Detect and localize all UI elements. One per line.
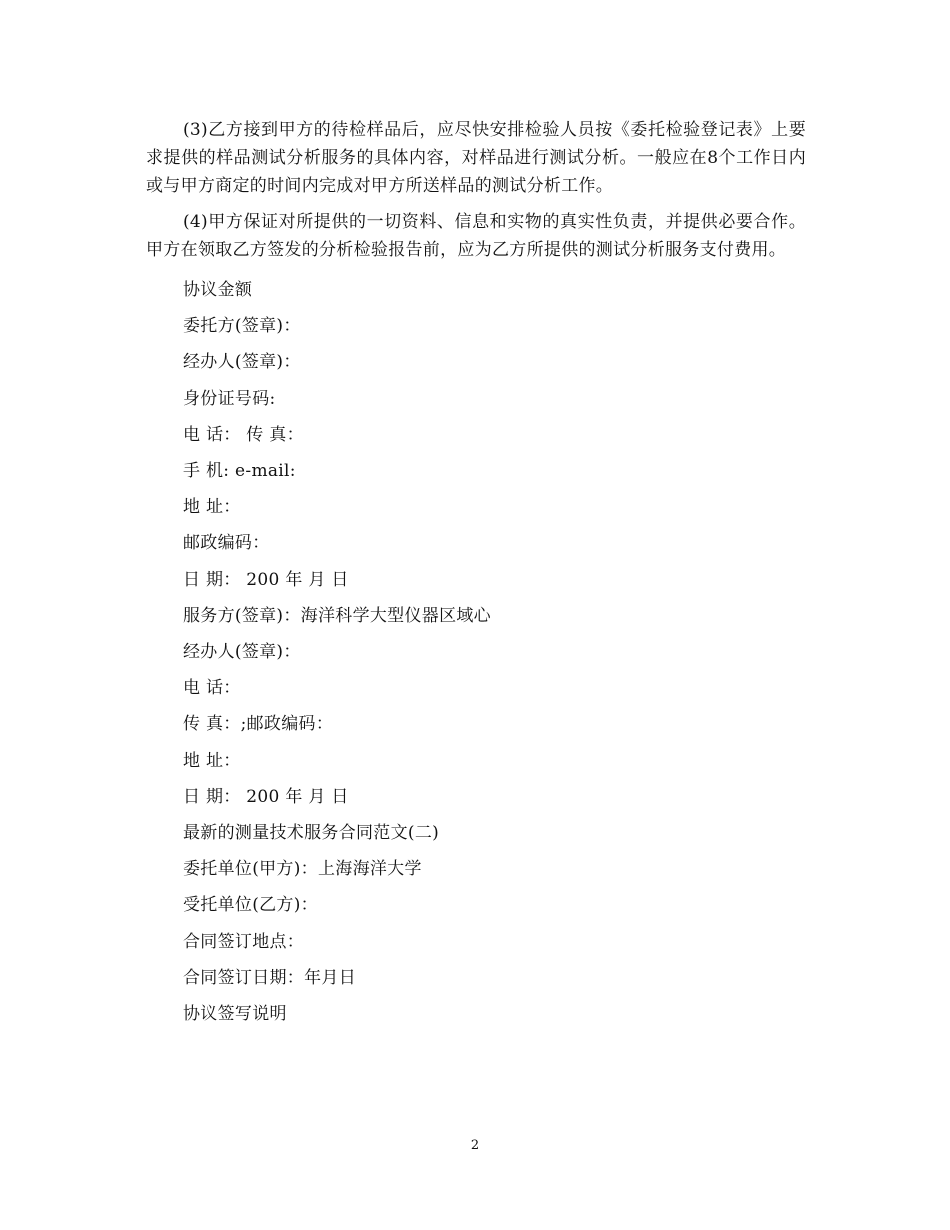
- paragraph-3: (3)乙方接到甲方的待检样品后，应尽快安排检验人员按《委托检验登记表》上要求提供的样品测试分析服务的具体内容，对样品进行测试分析。一般应在8个工作日内或与甲方商定的时间内完成对甲方所送样品的测试分析工作。: [146, 120, 806, 196]
- line-date: 日 期： 200 年 月 日: [183, 569, 349, 590]
- line-signing-date: 合同签订日期：年月日: [183, 967, 356, 988]
- line-provider-address: 地 址：: [183, 750, 241, 771]
- line-commissioned-party: 受托单位(乙方)：: [183, 895, 318, 916]
- section-title: 最新的测量技术服务合同范文(二): [183, 823, 440, 844]
- line-provider-fax-postal: 传 真：;邮政编码：: [183, 714, 334, 735]
- line-phone-fax: 电 话： 传 真：: [183, 424, 304, 445]
- document-body: [146, 116, 806, 1032]
- paragraph-4: (4)甲方保证对所提供的一切资料、信息和实物的真实性负责，并提供必要合作。甲方在领取乙方签发的分析检验报告前，应为乙方所提供的测试分析服务支付费用。: [146, 212, 806, 260]
- line-client-handler: 经办人(签章)：: [183, 352, 301, 373]
- line-postal-code: 邮政编码：: [183, 533, 270, 554]
- line-provider-phone: 电 话：: [183, 678, 241, 699]
- page-number: 2: [470, 1138, 480, 1153]
- line-address: 地 址：: [183, 497, 241, 518]
- line-commissioning-party: 委托单位(甲方)：上海海洋大学: [183, 859, 422, 880]
- line-client-seal: 委托方(签章)：: [183, 316, 301, 337]
- line-agreement-amount: 协议金额: [183, 280, 253, 300]
- line-id-number: 身份证号码:: [183, 388, 276, 409]
- line-mobile-email: 手 机: e-mail:: [183, 461, 296, 482]
- line-provider-handler: 经办人(签章)：: [183, 642, 301, 663]
- line-provider-seal: 服务方(签章)：海洋科学大型仪器区域心: [183, 605, 491, 626]
- line-signing-place: 合同签订地点：: [183, 931, 305, 952]
- line-provider-date: 日 期： 200 年 月 日: [183, 786, 349, 807]
- line-signing-instructions: 协议签写说明: [183, 1004, 287, 1025]
